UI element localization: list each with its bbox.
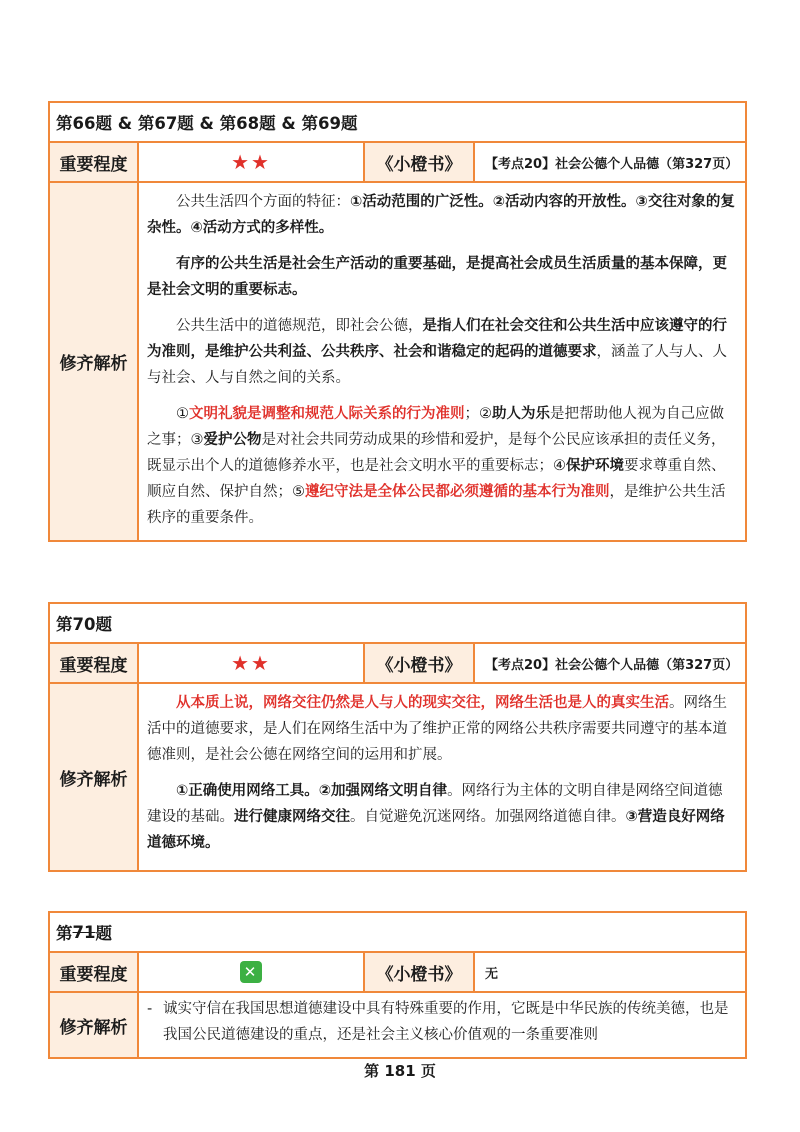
analysis-paragraph (147, 996, 737, 1048)
text-bold: 是指人们在社会交往和公共生活中应该遵守的行为准则，是维护公共利益、公共秩序、社会和谐稳定的起码的道德要求 (147, 318, 727, 360)
text-bold: 助人为乐 (492, 406, 550, 422)
text: ，涵盖了人与人、人与社会、人与自然之间的关系。 (147, 344, 727, 386)
text: 。自觉避免沉迷网络。加强网络道德自律。 (350, 809, 626, 825)
text: 是把帮助他人视为自己应做之事；③ (147, 406, 724, 448)
analysis-paragraph (147, 690, 737, 768)
text: ；② (464, 406, 492, 422)
importance-stars: ★★ (139, 143, 365, 181)
text-bold: 爱护公物 (203, 432, 262, 448)
question-block-66-69 (48, 101, 747, 542)
analysis-paragraph (147, 189, 737, 241)
analysis-paragraph: 有序的公共生活是社会生产活动的重要基础，是提高社会成员生活质量的基本保障，更是社会文明的重要标志。 (147, 256, 727, 298)
text-bold: ①正确使用网络工具。②加强网络文明自律 (176, 783, 448, 799)
text: 公共生活四个方面的特征： (176, 194, 350, 210)
meta-row (50, 951, 745, 991)
reference-text: 【考点20】社会公德个人品德（第327页） (485, 657, 739, 673)
text: ① (176, 406, 189, 422)
dash-bullet: - (147, 1001, 153, 1017)
title-text: 题 (95, 924, 112, 943)
analysis-paragraph (147, 778, 737, 856)
page-number: 第 181 页 (364, 1062, 436, 1080)
analysis-paragraph (147, 401, 737, 531)
text-red: 从本质上说，网络交往仍然是人与人的现实交往，网络生活也是人的真实生活 (176, 695, 669, 711)
block-title (50, 913, 745, 951)
book-label: 《小橙书》 (365, 644, 475, 682)
importance-label: 重要程度 (50, 644, 139, 682)
text: 要求尊重自然、顺应自然、保护自然；⑤ (147, 458, 726, 500)
analysis-row (50, 991, 745, 1057)
text-bold: 进行健康网络交往 (234, 809, 350, 825)
text-red: 遵纪守法是全体公民都必须遵循的基本行为准则 (305, 484, 610, 500)
importance-stars: ★★ (139, 644, 365, 682)
analysis-paragraph (147, 313, 737, 391)
importance-label: 重要程度 (50, 953, 139, 991)
text-red: 文明礼貌是调整和规范人际关系的行为准则 (189, 406, 465, 422)
book-label: 《小橙书》 (365, 953, 475, 991)
analysis-row (50, 682, 745, 870)
text-bold: 保护环境 (566, 458, 624, 474)
question-block-70 (48, 602, 747, 872)
meta-row (50, 642, 745, 682)
meta-row (50, 141, 745, 181)
reference-text: 【考点20】社会公德个人品德（第327页） (485, 156, 739, 172)
text: 是对社会共同劳动成果的珍惜和爱护，是每个公民应该承担的责任义务，既显示出个人的道德修养水平，也是社会文明水平的重要标志；④ (147, 432, 726, 474)
analysis-label: 修齐解析 (50, 684, 139, 870)
analysis-label: 修齐解析 (50, 183, 139, 540)
block-title: 第66题 & 第67题 & 第68题 & 第69题 (56, 114, 358, 133)
importance-cell (139, 953, 365, 991)
text-bold: ①活动范围的广泛性。②活动内容的开放性。③交往对象的复杂性。④活动方式的多样性。 (147, 194, 735, 236)
analysis-content (139, 993, 745, 1057)
book-label: 《小橙书》 (365, 143, 475, 181)
text-bold: ③营造良好网络道德环境。 (147, 809, 725, 851)
analysis-label: 修齐解析 (50, 993, 139, 1057)
text: 公共生活中的道德规范，即社会公德， (176, 318, 423, 334)
analysis-content (139, 684, 745, 870)
question-block-71 (48, 911, 747, 1059)
text: 诚实守信在我国思想道德建设中具有特殊重要的作用，它既是中华民族的传统美德，也是我国公民道德建设的重点，还是社会主义核心价值观的一条重要准则 (163, 1001, 729, 1043)
title-text: 第 (56, 924, 73, 943)
cross-mark-icon: ✕ (240, 961, 262, 983)
analysis-row (50, 181, 745, 540)
text: 。网络行为主体的文明自律是网络空间道德建设的基础。 (147, 783, 723, 825)
title-struck-number: 71 (72, 922, 96, 942)
text: 。网络生活中的道德要求，是人们在网络生活中为了维护正常的网络公共秩序需要共同遵守的基本道德准则，是社会公德在网络空间的运用和扩展。 (147, 695, 727, 763)
reference-text: 无 (485, 966, 499, 982)
importance-label: 重要程度 (50, 143, 139, 181)
block-title: 第70题 (56, 615, 112, 634)
text: ，是维护公共生活秩序的重要条件。 (147, 484, 726, 526)
analysis-content (139, 183, 745, 540)
